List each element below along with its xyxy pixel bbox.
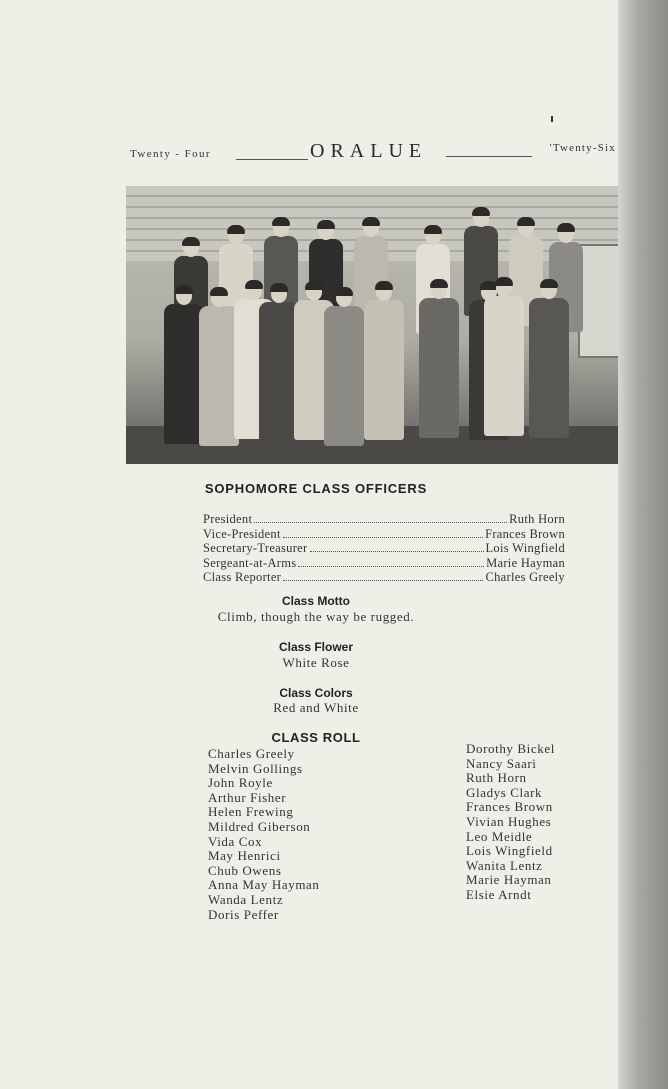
roll-name: Anna May Hayman <box>208 877 320 893</box>
photo-figure-hair <box>245 280 263 289</box>
roll-name: Leo Meidle <box>466 828 533 844</box>
roll-name: Vivian Hughes <box>466 813 552 829</box>
print-mark <box>551 116 553 122</box>
officer-row <box>203 512 565 527</box>
photo-figure-hair <box>540 279 558 288</box>
photo-figure-hair <box>317 220 335 229</box>
officer-role: Vice-President <box>203 526 281 541</box>
roll-name: Wanda Lentz <box>208 891 284 907</box>
roll-name: Marie Hayman <box>466 872 552 888</box>
photo-window <box>578 244 618 358</box>
motto-value: Climb, though the way be rugged. <box>217 609 415 624</box>
colors-label: Class Colors <box>279 686 353 700</box>
photo-figure <box>164 304 204 444</box>
photo-figure <box>419 298 459 438</box>
photo-figure-hair <box>557 223 575 232</box>
officer-role: Secretary-Treasurer <box>203 541 308 556</box>
photo-figure-hair <box>430 279 448 288</box>
roll-name: Nancy Saari <box>466 755 537 771</box>
leader-dots <box>254 522 507 523</box>
leader-dots <box>310 551 484 552</box>
photo-figure-hair <box>272 217 290 226</box>
colors-value: Red and White <box>273 700 359 715</box>
leader-dots <box>298 566 484 567</box>
roll-name: Mildred Giberson <box>208 818 311 834</box>
roll-name: Elsie Arndt <box>466 886 532 902</box>
header-right-text: 'Twenty-Six <box>549 142 616 154</box>
roll-name: Gladys Clark <box>466 784 543 800</box>
roll-left-column <box>208 747 320 922</box>
roll-name: Doris Peffer <box>208 906 279 922</box>
photo-figure <box>484 296 524 436</box>
photo-figure-hair <box>375 281 393 290</box>
roll-name: Vida Cox <box>208 833 263 849</box>
photo-figure-hair <box>472 207 490 216</box>
flower-label: Class Flower <box>278 640 354 654</box>
officers-list <box>203 512 565 585</box>
photo-figure-hair <box>495 277 513 286</box>
roll-name: Arthur Fisher <box>208 789 287 805</box>
photo-figure <box>529 298 569 438</box>
photo-figure-hair <box>210 287 228 296</box>
officer-row <box>203 570 565 585</box>
officer-name: Marie Hayman <box>486 555 565 570</box>
photo-figure-hair <box>227 225 245 234</box>
officer-role: President <box>203 512 253 526</box>
roll-name: Helen Frewing <box>208 804 294 820</box>
book-spine-shadow <box>618 0 668 1089</box>
photo-figure-hair <box>305 281 323 290</box>
photo-figure-hair <box>424 225 442 234</box>
flower-value: White Rose <box>282 655 350 670</box>
header-rule-left <box>236 159 308 160</box>
officer-row <box>203 556 565 571</box>
officer-row <box>203 527 565 542</box>
officer-role: Class Reporter <box>203 570 282 585</box>
photo-figure <box>259 302 299 442</box>
roll-right-column <box>466 742 555 903</box>
roll-name: Ruth Horn <box>466 770 527 786</box>
officers-title: SOPHOMORE CLASS OFFICERS <box>204 481 428 496</box>
officer-name: Charles Greely <box>485 570 565 585</box>
roll-name: Wanita Lentz <box>466 857 543 873</box>
officer-name: Frances Brown <box>485 526 565 541</box>
photo-figure-hair <box>335 287 353 296</box>
leader-dots <box>283 537 483 538</box>
photo-figure <box>364 300 404 440</box>
page-header <box>128 140 616 170</box>
photo-figure-hair <box>175 285 193 294</box>
officer-row <box>203 541 565 556</box>
officer-name: Ruth Horn <box>509 512 565 526</box>
photo-figure <box>324 306 364 446</box>
roll-name: Charles Greely <box>208 746 295 761</box>
photo-figure-hair <box>270 283 288 292</box>
officer-name: Lois Wingfield <box>485 541 565 556</box>
header-rule-right <box>446 156 532 157</box>
motto-label: Class Motto <box>281 594 350 608</box>
roll-name: Chub Owens <box>208 862 282 878</box>
photo-figure-hair <box>182 237 200 246</box>
roll-name: Melvin Gollings <box>208 760 303 776</box>
photo-figure-hair <box>362 217 380 226</box>
roll-name: May Henrici <box>208 848 281 864</box>
class-photo <box>126 186 618 464</box>
header-left-text: Twenty - Four <box>130 148 211 160</box>
officer-role: Sergeant-at-Arms <box>203 555 297 570</box>
roll-name: Frances Brown <box>466 799 553 815</box>
roll-name: Dorothy Bickel <box>466 741 555 756</box>
photo-figure <box>199 306 239 446</box>
photo-figure-hair <box>517 217 535 226</box>
roll-title: CLASS ROLL <box>271 730 361 745</box>
roll-name: Lois Wingfield <box>466 843 553 859</box>
roll-name: John Royle <box>208 775 273 791</box>
header-title: ORALUE <box>310 140 428 162</box>
leader-dots <box>283 580 483 581</box>
